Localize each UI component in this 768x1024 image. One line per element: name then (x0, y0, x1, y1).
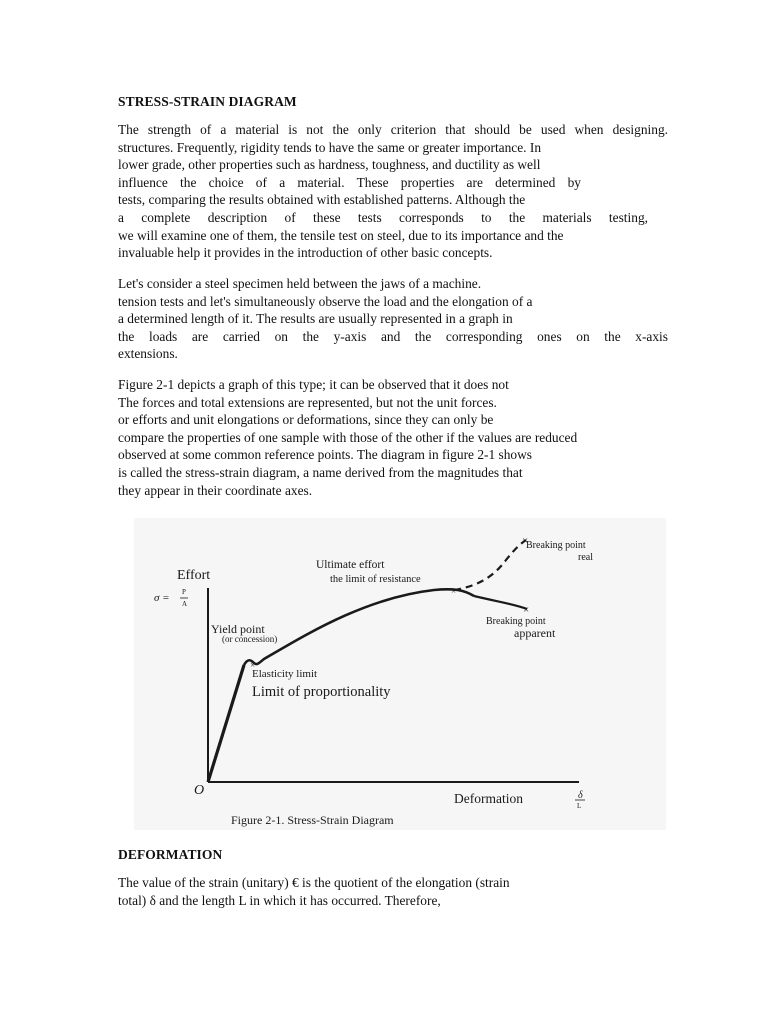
x-axis-label: Deformation (454, 791, 523, 806)
sigma-denominator: A (182, 600, 188, 608)
ultimate-marker: × (451, 586, 457, 596)
proportionality-label: Limit of proportionality (252, 684, 391, 700)
breaking-apparent-marker: × (523, 604, 530, 616)
text-line: observed at some common reference points. The diagram in figure 2-1 shows (118, 447, 532, 463)
paragraph-figure-description (118, 376, 668, 499)
stress-strain-figure (134, 518, 666, 830)
elastic-line (208, 665, 244, 782)
text-line: total) δ and the length L in which it has occurred. Therefore, (118, 892, 441, 908)
ultimate-effort-label: Ultimate effort (316, 559, 385, 571)
text-line: a determined length of it. The results are usually represented in a graph in (118, 311, 513, 327)
text-line: a complete description of these tests corresponds to the materials testing, (118, 209, 648, 225)
elasticity-limit-label: Elasticity limit (252, 668, 318, 680)
stress-strain-curve (244, 589, 474, 665)
text-line: tests, comparing the results obtained with established patterns. Although the (118, 192, 526, 208)
breaking-apparent-label: Breaking point (486, 616, 546, 627)
yield-marker: × (250, 660, 256, 670)
text-line: structures. Frequently, rigidity tends to have the same or greater importance. In (118, 139, 542, 155)
section-title: STRESS-STRAIN DIAGRAM (118, 94, 297, 109)
text-line: we will examine one of them, the tensile test on steel, due to its importance and the (118, 227, 564, 243)
paragraph-specimen (118, 275, 668, 363)
paragraph-deformation (118, 874, 668, 909)
real-curve (454, 540, 526, 590)
delta-numerator: δ (578, 790, 583, 801)
text-line: tension tests and let's simultaneously observe the load and the elongation of a (118, 293, 533, 309)
origin-label: O (194, 783, 205, 798)
deformation-heading: DEFORMATION (118, 847, 223, 862)
paragraph-intro (118, 121, 668, 262)
text-line: Figure 2-1 depicts a graph of this type; it can be observed that it does not (118, 377, 509, 392)
stress-strain-diagram (134, 518, 666, 830)
yield-point-label: Yield point (211, 622, 265, 636)
text-line: the loads are carried on the y-axis and the corresponding ones on the x-axis (118, 328, 668, 344)
breaking-apparent-sub: apparent (514, 626, 556, 640)
text-line: or efforts and unit elongations or deformations, since they can only be (118, 412, 494, 428)
text-line: lower grade, other properties such as hardness, toughness, and ductility as well (118, 157, 541, 173)
sigma-formula: σ = (154, 592, 170, 604)
text-line: The value of the strain (unitary) € is the quotient of the elongation (strain (118, 875, 510, 890)
breaking-real-marker: × (522, 535, 529, 547)
breaking-real-label: Breaking point (526, 540, 586, 551)
text-line: invaluable help it provides in the introduction of other basic concepts. (118, 245, 493, 261)
y-axis-label: Effort (177, 568, 211, 583)
text-line: compare the properties of one sample with those of the other if the values are reduced (118, 429, 578, 445)
text-line: influence the choice of a material. These properties are determined by (118, 174, 581, 190)
text-line: Let's consider a steel specimen held between the jaws of a machine. (118, 276, 482, 291)
text-line: they appear in their coordinate axes. (118, 482, 313, 498)
text-line: is called the stress-strain diagram, a name derived from the magnitudes that (118, 464, 523, 480)
figure-caption: Figure 2-1. Stress-Strain Diagram (231, 813, 394, 827)
delta-denominator: L (577, 802, 582, 810)
sigma-numerator: P (182, 588, 186, 596)
text-line: The forces and total extensions are represented, but not the unit forces. (118, 394, 497, 410)
text-line: The strength of a material is not the only criterion that should be used when designing. (118, 122, 668, 137)
breaking-real-sub: real (578, 552, 593, 563)
limit-resistance-label: the limit of resistance (330, 574, 421, 585)
apparent-curve (474, 596, 527, 609)
yield-subtitle: (or concession) (222, 634, 278, 644)
text-line: extensions. (118, 346, 178, 362)
